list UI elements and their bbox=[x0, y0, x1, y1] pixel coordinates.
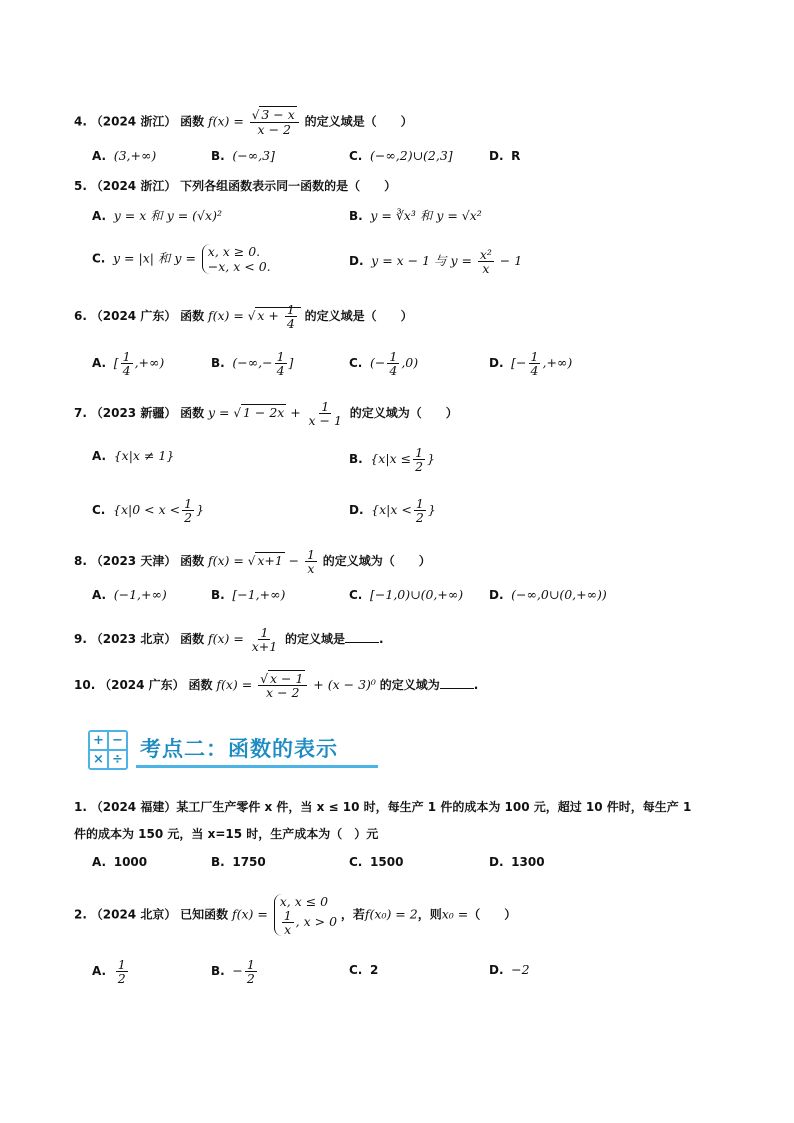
option-c[interactable]: C. (− $\frac{1}{4}$ ,0) bbox=[349, 349, 419, 378]
option-a[interactable]: A. $\frac{1}{2}$ bbox=[92, 957, 126, 986]
question-9: 9. （2023 北京） 函数 f(x) = $\frac{1}{x+1}$ 的定义域是 . bbox=[74, 625, 384, 654]
question-4: 4. （2024 浙江） 函数 f(x) = $\frac{√ 3 - x}{x - 2}$ 的定义域是（ ） bbox=[74, 107, 413, 137]
question-7: 7. （2023 新疆） 函数 y = √ 1 − 2x + $\frac{1}{x - 1}$ 的定义域为（ ） bbox=[74, 399, 458, 428]
problem-1-line-2: 件的成本为 150 元，当 x=15 时，生产成本为（ ）元 bbox=[74, 827, 379, 841]
option-b[interactable]: B. − $\frac{1}{2}$ bbox=[211, 957, 255, 986]
option-c[interactable]: C. 2 bbox=[349, 963, 379, 977]
section-header bbox=[88, 730, 378, 770]
option-a[interactable]: A. y = x 和 y = (√x)² bbox=[92, 208, 222, 223]
question-10: 10. （2024 广东） 函数 f(x) = $\frac{√ x - 1}{x - 2}$ + (x − 3)⁰ 的定义域为 . bbox=[74, 671, 479, 700]
option-a[interactable]: A. {x|x ≠ 1} bbox=[92, 448, 175, 463]
option-b[interactable]: B. [−1,+∞) bbox=[211, 587, 286, 602]
answer-blank[interactable] bbox=[345, 631, 379, 643]
option-d[interactable]: D. 1300 bbox=[489, 855, 545, 869]
option-b[interactable]: B. 1750 bbox=[211, 855, 266, 869]
answer-blank[interactable] bbox=[440, 677, 474, 689]
option-d[interactable]: D. −2 bbox=[489, 962, 530, 977]
question-source: （2024 浙江） bbox=[90, 114, 177, 129]
question-number: 4. bbox=[74, 114, 87, 129]
option-d[interactable]: D. R bbox=[489, 149, 521, 163]
fraction: $\frac{√ 3 - x}{x - 2}$ bbox=[250, 108, 299, 136]
option-c[interactable]: C. {x|0 < x < $\frac{1}{2}$ } bbox=[92, 496, 205, 525]
option-d[interactable]: D. (−∞,0∪(0,+∞)) bbox=[489, 587, 607, 602]
question-5: 5. （2024 浙江） 下列各组函数表示同一函数的是（ ） bbox=[74, 179, 397, 193]
problem-1: 1. （2024 福建）某工厂生产零件 x 件，当 x ≤ 10 时，每生产 1 件的成本为 100 元，超过 10 件时，每生产 1 bbox=[74, 800, 692, 814]
option-c[interactable]: C. (−∞,2)∪(2,3] bbox=[349, 148, 453, 163]
option-a[interactable]: A. (−1,+∞) bbox=[92, 587, 167, 602]
option-d[interactable]: D. y = x − 1 与 y = $\frac{\text{x²}}{x}$ − 1 bbox=[349, 247, 523, 276]
option-b[interactable]: B. {x|x ≤ $\frac{1}{2}$ } bbox=[349, 445, 435, 474]
question-8: 8. （2023 天津） 函数 f(x) = √ x+1 − $\frac{1}{x}$ 的定义域为（ ） bbox=[74, 547, 431, 576]
option-c[interactable]: C. 1500 bbox=[349, 855, 404, 869]
option-a[interactable]: A. (3,+∞) bbox=[92, 148, 157, 163]
option-b[interactable]: B. y = ∛x³ 和 y = √x² bbox=[349, 208, 482, 223]
option-b[interactable]: B. (−∞,− $\frac{1}{4}$ ] bbox=[211, 349, 294, 378]
option-c[interactable]: C. [−1,0)∪(0,+∞) bbox=[349, 587, 464, 602]
option-c[interactable]: C. y = |x| 和 y = x, x ≥ 0. −x, x < 0. bbox=[92, 244, 271, 274]
option-d[interactable]: D. {x|x < $\frac{1}{2}$ } bbox=[349, 496, 436, 525]
problem-2: 2. （2024 北京） 已知函数 f(x) = x, x ≤ 0 $\frac{1}{x}$ , x > 0 ，若f(x₀) = 2，则x₀ =（ ） bbox=[74, 894, 517, 937]
option-a[interactable]: A. [ $\frac{1}{4}$ ,+∞) bbox=[92, 349, 165, 378]
option-d[interactable]: D. [− $\frac{1}{4}$ ,+∞) bbox=[489, 349, 573, 378]
section-title: 考点二：函数的表示 bbox=[136, 733, 378, 768]
option-a[interactable]: A. 1000 bbox=[92, 855, 148, 869]
option-b[interactable]: B. (−∞,3] bbox=[211, 148, 275, 163]
question-6: 6. （2024 广东） 函数 f(x) = √ x + $\frac{1}{4}$ 的定义域是（ ） bbox=[74, 302, 413, 331]
calculator-icon: + − × ÷ bbox=[88, 730, 128, 770]
